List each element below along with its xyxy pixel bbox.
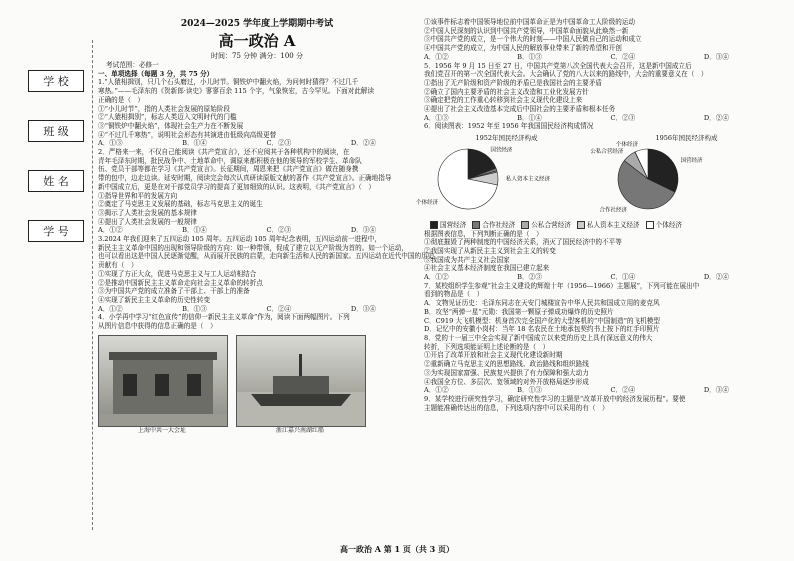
chart-legend <box>424 221 769 230</box>
question-line: 我们党召开的第一次全国代表大会。大会确认了党的八大以来的路线中，大会的重要意义在（ ） <box>424 70 708 79</box>
binding-cut-line <box>92 40 93 530</box>
legend-label: 私人资本主义经济 <box>586 220 640 229</box>
question-line: ①彻底摧毁了两种制度的中国经济关系，消灭了国民经济中的不平等 <box>424 238 622 247</box>
question-line: ①该事件标志着中国领导地位前中国革命正是为中国革命工人阶级的运动 <box>424 18 635 26</box>
question-line: ③为实现国家富强、民族复兴提供了有力保障和强大动力 <box>424 368 589 377</box>
answer-option: D．②④ <box>703 273 729 282</box>
question-line: ③确定把党的工作重心转移到社会主义现代化建设上来 <box>424 96 583 105</box>
legend-label: 合作社经济 <box>482 220 516 229</box>
photo-meeting-site <box>98 335 228 427</box>
student-number-field[interactable]: 学 号 <box>28 220 84 242</box>
question-line: D．记忆中的安徽小岗村：当年 18 名农民在土地承包契约书上按下的红手印照片 <box>424 325 660 334</box>
question-line: 8．党的十一届三中全会实现了新中国成立以来党的历史上具有深远意义的伟大 <box>424 333 653 342</box>
chart-1956-title: 1956年国民经济构成 <box>655 134 718 143</box>
answer-option: B．①③ <box>517 386 542 395</box>
answer-option: B．①④ <box>517 113 542 122</box>
question-line: C．C919 大飞机模型：机身首次完全国产化的大型客机的“中国制造”的飞机模型 <box>424 316 660 325</box>
question-line: ④我国全方位、多层次、宽领域的对外开放格局逐步形成 <box>424 377 589 386</box>
question-line: ①指导世界和平的发展方向 <box>98 191 178 200</box>
question-line: 转折，下列选项能证明上述论断的是（ ） <box>424 342 550 351</box>
answer-option: D．②④ <box>350 139 376 148</box>
answer-option: C．②③ <box>266 139 292 148</box>
answer-option: B．①③ <box>182 304 207 313</box>
name-field[interactable]: 姓 名 <box>28 170 84 192</box>
legend-swatch <box>577 221 585 229</box>
answer-options <box>424 53 769 62</box>
pie-slice-label: 国营经济 <box>680 158 703 165</box>
legend-label: 公私合营经济 <box>531 220 571 229</box>
question-line: 青年毛泽东时期，批民战争中、土地革命中，调原来都积极在他的领导的军校学生、革命队 <box>98 156 362 165</box>
question-line: A．文物见证历史：毛泽东同志在天安门城楼宣告中华人民共和国成立用的麦克风 <box>424 299 660 308</box>
answer-options <box>424 273 769 282</box>
exam-meta: 时间：75 分钟 满分：100 分 <box>211 52 303 60</box>
question-line: 4．小学再中学习“红色宣传”的信仰一新民主主义革命”作为，阅读下面两幅图片。下列 <box>98 313 350 322</box>
answer-option: B．①④ <box>182 139 207 148</box>
question-line: 从图片信息中获得的信息正确的是（ ） <box>98 322 217 331</box>
answer-options <box>424 386 769 395</box>
chart-1952-title: 1952年国民经济构成 <box>475 134 538 143</box>
pie-slice-label: 国营经济 <box>490 147 513 154</box>
answer-option: A．①② <box>424 273 449 282</box>
question-line: 也可以看出这是中国人民逐渐觉醒，从而展开民族的启蒙，走向新生活和人民的新国家。五四运动在近代中国的历史 <box>98 252 435 261</box>
question-line: 2．严格来一来，不仅自己能阅读《共产党宣言》，还不应阅其于各种机构中的阅读，在 <box>98 148 350 157</box>
question-line: 看到的物品是（ ） <box>424 290 484 299</box>
question-line: 9．某学校进行研究性学习，确定研究性学习的主题是“改革开放中的经济发展历程”。要使 <box>424 394 686 403</box>
question-line: ③我国成为共产主义社会国家 <box>424 255 510 264</box>
binding-margin <box>28 70 84 270</box>
legend-swatch <box>646 221 654 229</box>
answer-option: B．①③ <box>517 52 542 61</box>
question-line: 5．1956 年 9 月 15 日至 27 日，中国共产党第八次全国代表大会召开，这是新中国成立后 <box>424 61 692 70</box>
answer-option: D．③④ <box>350 226 376 235</box>
question-line: 寒热。”——毛泽东的《贺新郎·读史》寥寥百余 115 个字，气象恢宏，古今罕见。下面对此解读 <box>98 87 375 96</box>
right-column <box>416 18 769 412</box>
pie-slice-label: 公私合营经济 <box>590 149 624 156</box>
question-line: ④提出了社会主义改造基本完成后中国社会的主要矛盾和根本任务 <box>424 105 616 114</box>
answer-option: D．②④ <box>703 113 729 122</box>
answer-option: A．①③ <box>98 139 123 148</box>
answer-option: A．①② <box>424 52 449 61</box>
answer-option: A．①② <box>98 304 123 313</box>
exam-title: 2024—2025 学年度上学期期中考试 <box>180 19 334 29</box>
right-question-text-bottom <box>424 230 769 413</box>
chart-1952 <box>416 134 589 218</box>
question-line: ①“小儿时节”，指的人类社会发展的原始阶段 <box>98 104 231 113</box>
legend-label: 个体经济 <box>655 220 683 229</box>
question-line: B．攻坚“两弹一星”元勋：我国第一颗原子弹成功爆炸的历史照片 <box>424 307 614 316</box>
right-question-text-top <box>424 18 769 131</box>
question-line: ②重新确立马克思主义的思想路线、政治路线和组织路线 <box>424 360 589 369</box>
legend-swatch <box>472 221 480 229</box>
answer-option: A．①② <box>424 386 449 395</box>
question-line: ①实现了方正大众，促进马克思主义与工人运动相结合 <box>98 269 257 278</box>
question-line: 伍、党员干部等都在学习《共产党宣言》。长征期间，周恩来把《共产党宣言》做在随身携 <box>98 165 359 174</box>
question-line: 主题能准确传达出的信息，下列选项内容中可以采用的有（ ） <box>424 403 609 412</box>
photo-row <box>98 335 416 436</box>
answer-option: B．①④ <box>182 226 207 235</box>
question-line: 3.2024 年我们迎来了五四运动 105 周年。五四运动 105 周年纪念表明，五四运动前一进程中， <box>98 235 381 244</box>
question-line: ④“不过几千寒热”，说明社会形态有其演进由低级向高级更替 <box>98 130 277 139</box>
pie-slice-label: 个体经济 <box>616 142 639 149</box>
question-line: ③揭示了人类社会发展的基本规律 <box>98 208 197 217</box>
question-line: 贡献有（ ） <box>98 261 138 270</box>
legend-swatch <box>521 221 529 229</box>
question-line: ④中国共产党的成立，为中国人民的解放事业带来了新的希望和开创 <box>424 44 622 53</box>
question-line: ②中国人民深刻的认识到中国共产党领导，中国革命面貌从此焕然一新 <box>424 26 629 35</box>
question-line: 7．某校组织学生参观“社会主义建设的辉煌十年（1956—1966）主题展”，下列可能在展出中 <box>424 281 700 290</box>
question-line: ②是推动中国新民主主义革命走向社会主义革命的转折点 <box>98 278 263 287</box>
chart-1956 <box>590 134 769 218</box>
answer-options <box>98 226 416 235</box>
class-field[interactable]: 班 级 <box>28 120 84 142</box>
answer-option: B．②③ <box>517 273 542 282</box>
pie-slice-label: 个体经济 <box>416 199 439 206</box>
answer-option: C．②③ <box>610 113 636 122</box>
answer-option: A．①③ <box>424 113 449 122</box>
page-footer: 高一政治 A 第 1 页（共 3 页） <box>339 544 455 554</box>
question-line: 正确的是（ ） <box>98 95 145 104</box>
photo-red-boat <box>236 335 366 427</box>
question-line: 新民主主义革命中国的出现和领导阶级的方向：如一种带领，促成了建立以无产阶级为首的。如一个运动， <box>98 243 408 252</box>
question-line: 带的包中，边走边读。延安时期，阅读完会每次认真研读原版文献的著作《共产党宣言》。正确地指导 <box>98 174 392 183</box>
answer-option: D．③④ <box>350 304 376 313</box>
answer-options <box>98 139 416 148</box>
answer-option: C．①④ <box>610 273 636 282</box>
question-line: 根据图表信息，下列判断正确的是（ ） <box>424 229 543 238</box>
question-line: ③“铜铁炉中翻火焰”，体现社会生产力在不断发展 <box>98 121 244 130</box>
pie-chart-1956 <box>590 142 769 215</box>
exam-subject: 高一政治 A <box>218 32 296 50</box>
answer-option: A．①② <box>98 226 123 235</box>
question-line: 6．阅读图表：1952 年至 1956 年我国国民经济构成情况 <box>424 122 594 131</box>
question-line: ①开启了改革开放和社会主义现代化建设新时期 <box>424 351 563 360</box>
exam-scope: 考试范围：必修一 <box>106 61 159 69</box>
legend-label: 国营经济 <box>440 220 467 229</box>
answer-option: C．②③ <box>266 226 292 235</box>
question-line: ③中国共产党的成立，是一个伟大的时刻——中国人民做自己的运动和成立 <box>424 35 642 44</box>
question-line: ②“人猿相揖别”，标志人类迈入文明时代的门槛 <box>98 113 237 122</box>
pie-slice-label: 合作社经济 <box>599 207 628 214</box>
question-line: ②确立了国内主要矛盾的社会主义改造和工业化发展方针 <box>424 87 589 96</box>
pie-chart-1952 <box>416 143 589 215</box>
answer-option: D．③④ <box>703 386 729 395</box>
question-line: ②奠定了马克思主义发展的基础，标志马克思主义的诞生 <box>98 200 263 209</box>
answer-option: C．②④ <box>610 386 636 395</box>
answer-option: D．③④ <box>703 52 729 61</box>
question-line: ④提出了人类社会发展的一般规律 <box>98 217 197 226</box>
question-line: ①指出了无产阶级和资产阶级的矛盾已是我国社会的主要矛盾 <box>424 78 603 87</box>
school-field[interactable]: 学 校 <box>28 70 84 92</box>
question-line: ②我国实现了从新民主主义到社会主义的转变 <box>424 246 556 255</box>
question-line: ③为中国共产党的成立准备了干部上、干部上的准备 <box>98 287 250 296</box>
legend-swatch <box>430 221 438 229</box>
answer-option: C．②④ <box>266 304 292 313</box>
question-line: 1.“人猿相揖别，只几个石头磨过，小儿时节。铜铁炉中翻火焰，为问何时猜得？不过几千 <box>98 78 359 87</box>
photo-caption-2: 浙江嘉兴南湖红船 <box>275 426 324 434</box>
question-line: 新中国成立后，更是在对干部党员学习的提高了更加细致的认识。这表明，《共产党宣言》（ ） <box>98 182 375 191</box>
economy-charts <box>416 134 769 218</box>
photo-caption-1: 上海中共一大会址 <box>137 426 186 434</box>
section-heading: 一、单项选择（每题 3 分，共 75 分） <box>98 69 214 78</box>
question-line: ④社会主义基本经济制度在我国已建立起来 <box>424 264 550 273</box>
pie-slice-label: 私人资本主义经济 <box>505 176 551 183</box>
answer-option: C．②④ <box>610 52 636 61</box>
question-line: ④实现了新民主主义革命的历史性转变 <box>98 295 211 304</box>
